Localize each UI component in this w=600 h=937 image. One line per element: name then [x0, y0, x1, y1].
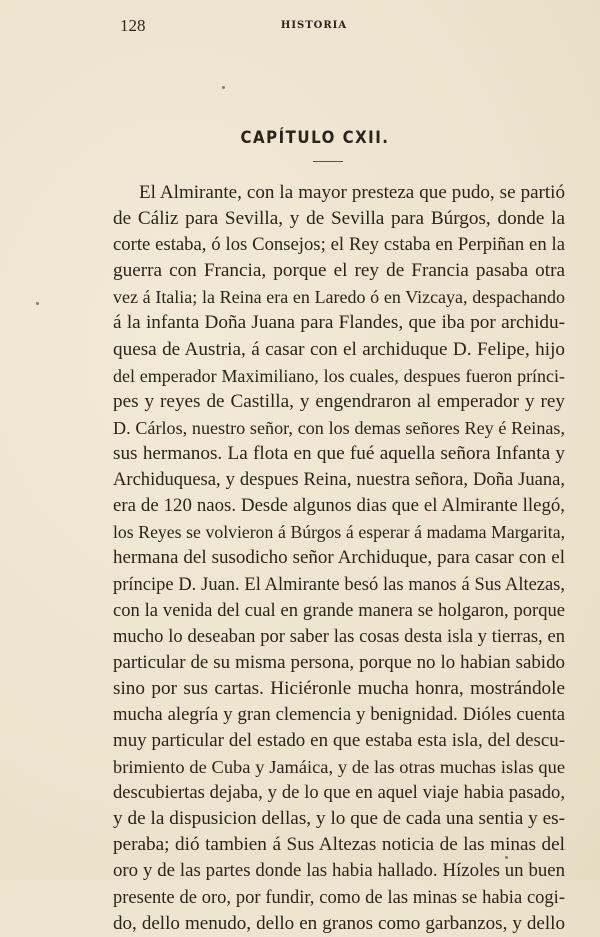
- body-text: [113, 180, 565, 937]
- text-line: peraba; dió tambien á Sus Altezas noticia de las minas del: [113, 834, 565, 856]
- text-line: los Reyes se volvieron á Búrgos á esperar á madama Margarita,: [113, 522, 565, 543]
- text-line: del emperador Maximiliano, los cuales, despues fueron prínci-: [113, 365, 565, 386]
- paper-speck: [222, 86, 225, 89]
- chapter-title: CAPÍTULO CXII.: [240, 126, 390, 148]
- text-line: guerra con Francia, porque el rey de Francia pasaba otra: [113, 260, 565, 282]
- text-line: y de la dispusicion dellas, y lo que de cada una sentia y es-: [113, 808, 565, 830]
- text-line: sino por sus cartas. Hiciéronle mucha honra, mostrándole: [113, 677, 565, 699]
- title-rule: [313, 161, 343, 162]
- text-line: Archiduquesa, y despues Reina, nuestra señora, Doña Juana,: [113, 469, 565, 491]
- page-number: 128: [120, 16, 146, 35]
- text-line: príncipe D. Juan. El Almirante besó las manos á Sus Altezas,: [113, 574, 565, 595]
- text-line: oro y de las partes donde las habia hallado. Hízoles un buen: [113, 860, 565, 882]
- text-line: D. Cárlos, nuestro señor, con los demas señores Rey é Reinas,: [113, 417, 565, 438]
- paper-speck: [505, 856, 508, 859]
- text-line: pes y reyes de Castilla, y engendraron al emperador y rey: [113, 390, 565, 412]
- text-line: El Almirante, con la mayor presteza que pudo, se partió: [139, 182, 565, 203]
- text-line: descubiertas dejaba, y de lo que en aquel viaje habia pasado,: [113, 782, 565, 804]
- text-line: brimiento de Cuba y Jamáica, y de las otras muchas islas que: [113, 757, 565, 778]
- text-line: mucha alegría y gran clemencia y benignidad. Dióles cuenta: [113, 703, 565, 725]
- text-line: de Cáliz para Sevilla, y de Sevilla para Búrgos, donde la: [113, 208, 565, 230]
- text-line: era de 120 naos. Desde algunos dias que el Almirante llegó,: [113, 495, 565, 517]
- text-line: do, dello menudo, dello en granos como garbanzos, y dello: [113, 912, 565, 934]
- text-line: con la venida del cual en grande manera se holgaron, porque: [113, 599, 565, 621]
- text-line: hermana del susodicho señor Archiduque, para casar con el: [113, 547, 565, 569]
- paper-speck: [36, 302, 39, 305]
- text-line: vez á Italia; la Reina era en Laredo ó en Vizcaya, despachando: [113, 287, 565, 308]
- text-line: corte estaba, ó los Consejos; el Rey cstaba en Perpiñan en la: [113, 234, 565, 256]
- text-line: sus hermanos. La flota en que fué aquella señora Infanta y: [113, 442, 565, 464]
- running-head: HISTORIA: [280, 20, 348, 31]
- text-line: á la infanta Doña Juana para Flandes, que iba por archidu-: [113, 312, 565, 334]
- text-line: presente de oro, por fundir, como de las minas se habia cogi-: [113, 887, 565, 908]
- text-line: particular de su misma persona, porque no lo habian sabido: [113, 651, 565, 673]
- text-line: quesa de Austria, á casar con el archiduque D. Felipe, hijo: [113, 338, 565, 360]
- text-line: mucho lo deseaban por saber las cosas desta isla y tierras, en: [113, 625, 565, 647]
- text-line: muy particular del estado en que estaba esta isla, del descu-: [113, 729, 565, 751]
